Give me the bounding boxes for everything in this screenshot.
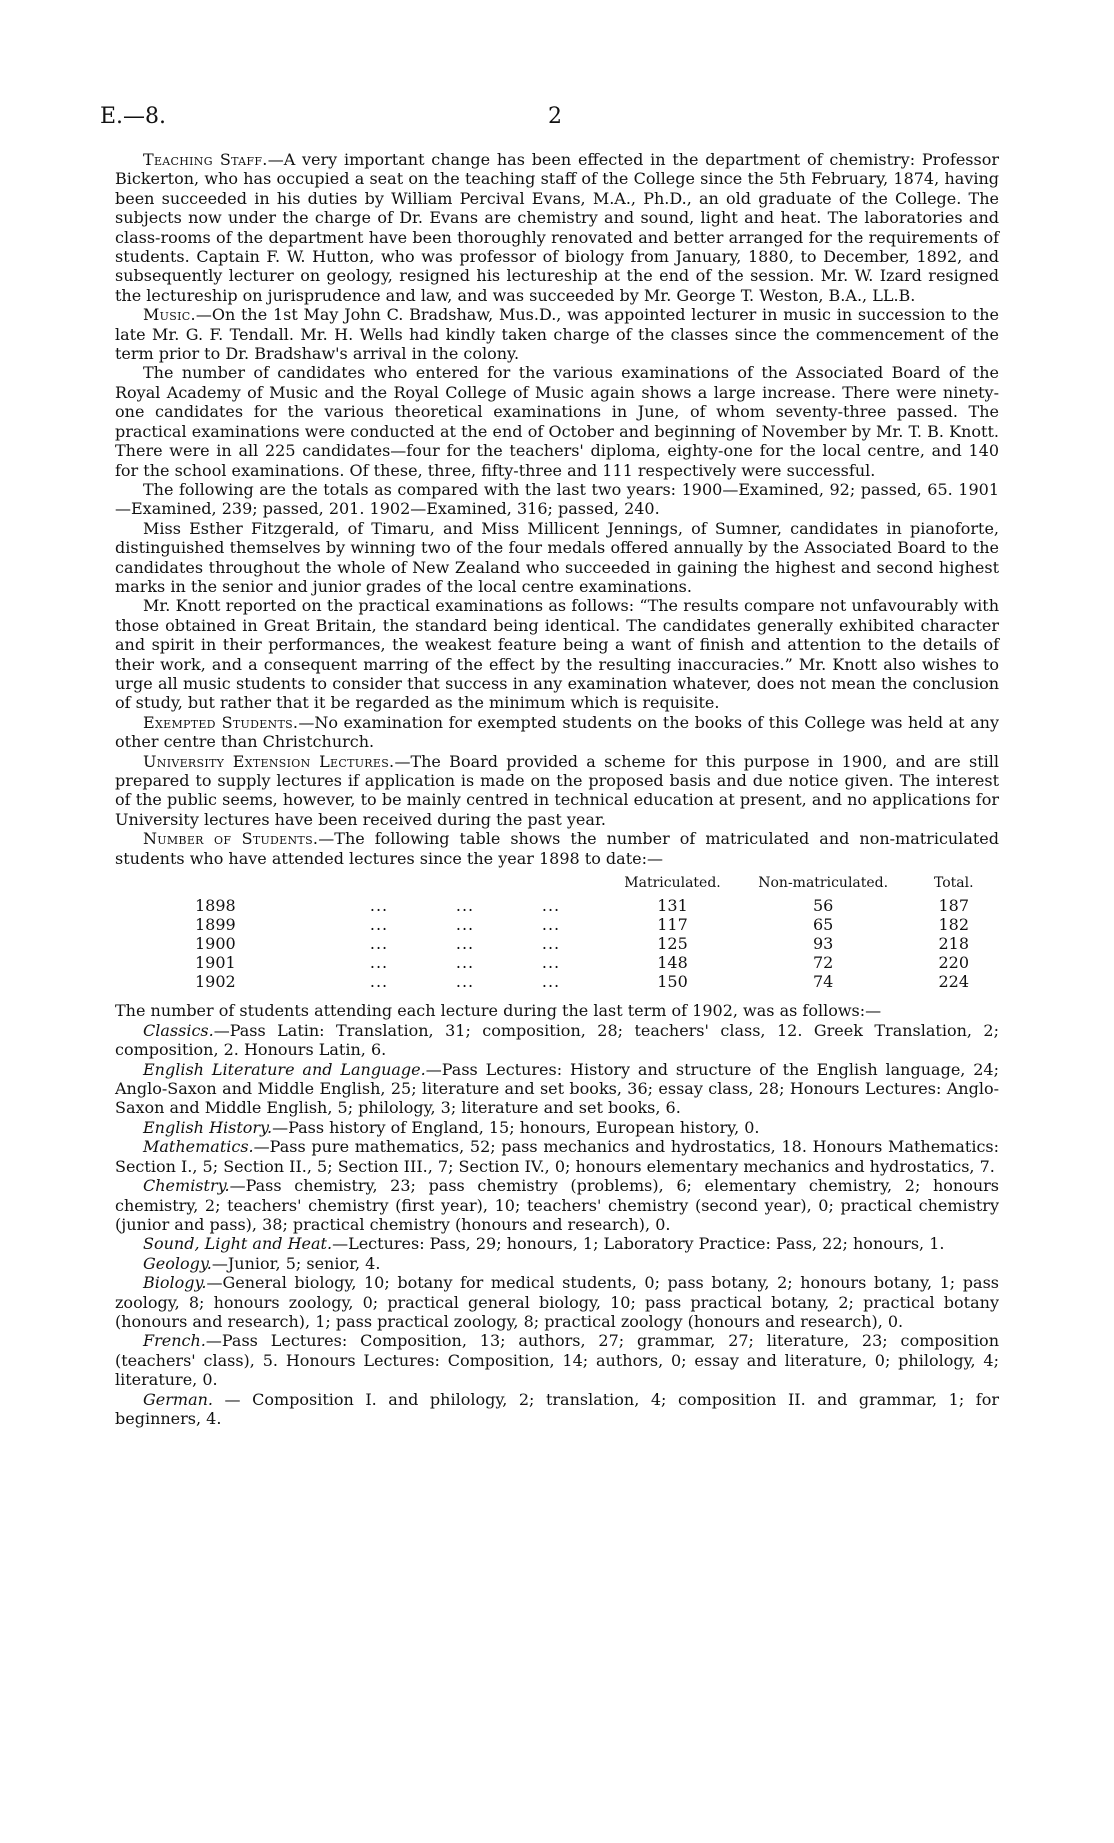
leader-dots: ... xyxy=(369,972,389,992)
row-year: 1901 xyxy=(195,953,236,973)
column-non-matriculated: Non-matriculated. xyxy=(758,875,889,892)
leader-dots: ... xyxy=(369,934,389,954)
subject-paragraph xyxy=(115,1176,999,1234)
subject-list xyxy=(115,1021,999,1429)
subject-paragraph xyxy=(115,1118,999,1137)
leader-dots: ... xyxy=(541,896,561,916)
column-matriculated: Matriculated. xyxy=(624,875,721,892)
page-header xyxy=(100,104,1014,134)
subject-text: —Pass chemistry, 23; pass chemistry (problems), 6; elementary chemistry, 2; honours chemistry, 2; teachers' chemistry (first year), 10; teachers' chemistry (second year), 0; practical chemistry (junior and pass), 38; practical chemistry (honours and research), 0. xyxy=(115,1176,999,1234)
students-heading: Number of Students. xyxy=(143,829,319,849)
music-text: —On the 1st May John C. Bradshaw, Mus.D., was appointed lecturer in music in succession to the late Mr. G. F. Tendall. Mr. H. Wells had kindly taken charge of the classes since the commencement of the term prior to Dr. Bradshaw's arrival in the colony. xyxy=(115,305,999,364)
table-row xyxy=(115,934,999,953)
leader-dots: ... xyxy=(541,953,561,973)
subject-text: —General biology, 10; botany for medical students, 0; pass botany, 2; honours botany, 1; pass zoology, 8; honours zoology, 0; practical general biology, 10; pass practical botany, 2; practical botany (honours and research), 1; pass practical zoology, 8; practical zoology (honours and research), 0. xyxy=(115,1273,999,1331)
table-row xyxy=(115,953,999,972)
subject-name: Mathematics. xyxy=(143,1137,254,1157)
music-report-paragraph: Mr. Knott reported on the practical examinations as follows: “The results compare not unfavourably with those obtained in Great Britain, the standard being identical. The candidates generally exhibited character and spirit in their performances, the weakest feature being a want of finish and attention to the details of their work, and a consequent marring of the effect by the resulting inaccuracies.” Mr. Knott also wishes to urge all music students to consider that success in any examination whatever, does not mean the conclusion of study, but rather that it be regarded as the minimum which is requisite. xyxy=(115,596,999,713)
extension-paragraph xyxy=(115,752,999,830)
students-table-body xyxy=(115,896,999,991)
row-matriculated: 148 xyxy=(657,953,688,973)
row-year: 1902 xyxy=(195,972,236,992)
subject-text: —Pass history of England, 15; honours, European history, 0. xyxy=(272,1117,760,1137)
subject-text: —Pass pure mathematics, 52; pass mechanics and hydrostatics, 18. Honours Mathematics: Section I., 5; Section II., 5; Section III., 7; Section IV., 0; honours elementary mechanics and hydrostatics, 7. xyxy=(115,1137,999,1176)
music-totals-paragraph: The following are the totals as compared with the last two years: 1900—Examined, 92; passed, 65. 1901—Examined, 239; passed, 201. 1902—Examined, 316; passed, 240. xyxy=(115,479,999,519)
row-leader-dots xyxy=(336,953,607,972)
row-year: 1898 xyxy=(195,896,236,916)
subject-text: —Lectures: Pass, 29; honours, 1; Laboratory Practice: Pass, 22; honours, 1. xyxy=(332,1234,945,1254)
row-total: 218 xyxy=(938,934,970,954)
students-table xyxy=(115,874,999,991)
music-paragraph xyxy=(115,305,999,363)
row-total: 224 xyxy=(938,972,970,992)
subject-text: —Pass Lectures: History and structure of the English language, 24; Anglo-Saxon and Middle English, 25; literature and set books, 36; essay class, 28; Honours Lectures: Anglo-Saxon and Middle English, 5; philology, 3; literature and set books, 6. xyxy=(115,1059,999,1118)
row-total: 220 xyxy=(938,953,970,973)
row-matriculated: 117 xyxy=(657,915,688,935)
column-total: Total. xyxy=(933,875,974,892)
subject-paragraph xyxy=(115,1254,999,1273)
extension-heading: University Extension Lectures. xyxy=(143,751,395,771)
row-non-matriculated: 56 xyxy=(813,896,834,916)
leader-dots: ... xyxy=(455,972,475,992)
subject-paragraph xyxy=(115,1060,999,1118)
document-body xyxy=(115,150,999,1428)
row-non-matriculated: 74 xyxy=(813,972,834,992)
teaching-staff-text: —A very important change has been effected in the department of chemistry: Professor Bickerton, who has occupied a seat on the teaching staff of the College since the 5th February, 1874, having been succeeded in his duties by William Percival Evans, M.A., Ph.D., an old graduate of the College. The subjects now under the charge of Dr. Evans are chemistry and sound, light and heat. The laboratories and class-rooms of the department have been thoroughly renovated and better arranged for the requirements of students. Captain F. W. Hutton, who was professor of biology from January, 1880, to December, 1892, and subsequently lecturer on geology, resigned his lectureship at the end of the session. Mr. W. Izard resigned the lectureship on jurisprudence and law, and was succeeded by Mr. George T. Weston, B.A., LL.B. xyxy=(115,150,999,305)
row-matriculated: 131 xyxy=(657,896,688,916)
row-year: 1899 xyxy=(195,915,236,935)
subject-text: —Junior, 5; senior, 4. xyxy=(211,1253,381,1273)
leader-dots: ... xyxy=(369,915,389,935)
row-leader-dots xyxy=(336,915,607,934)
row-leader-dots xyxy=(336,934,607,953)
leader-dots: ... xyxy=(455,934,475,954)
row-year: 1900 xyxy=(195,934,236,954)
row-leader-dots xyxy=(336,972,607,991)
subject-paragraph xyxy=(115,1137,999,1176)
row-total: 187 xyxy=(938,896,970,916)
subject-name: Classics. xyxy=(143,1020,214,1040)
table-row xyxy=(115,915,999,934)
subject-paragraph xyxy=(115,1021,999,1060)
subject-name: Geology. xyxy=(143,1253,212,1273)
teaching-staff-heading: Teaching Staff. xyxy=(143,150,268,169)
subject-paragraph xyxy=(115,1273,999,1331)
row-non-matriculated: 72 xyxy=(813,953,834,973)
music-heading: Music. xyxy=(143,305,196,325)
row-matriculated: 150 xyxy=(657,972,688,992)
subject-paragraph xyxy=(115,1390,999,1429)
leader-dots: ... xyxy=(455,953,475,973)
subject-name: English History. xyxy=(143,1117,273,1137)
lecture-intro-paragraph: The number of students attending each lecture during the last term of 1902, was as follows:— xyxy=(115,1001,882,1021)
subject-name: English Literature and Language. xyxy=(143,1059,426,1079)
subject-text: — Composition I. and philology, 2; translation, 4; composition II. and grammar, 1; for beginners, 4. xyxy=(115,1389,999,1428)
exempted-text: —No examination for exempted students on the books of this College was held at any other centre than Christchurch. xyxy=(115,712,999,752)
subject-name: German. xyxy=(143,1389,213,1409)
students-text: —The following table shows the number of matriculated and non-matriculated students who have attended lectures since the year 1898 to date:— xyxy=(115,829,1000,868)
students-table-header xyxy=(115,874,999,896)
students-paragraph xyxy=(115,829,999,868)
leader-dots: ... xyxy=(369,896,389,916)
row-non-matriculated: 65 xyxy=(813,915,834,935)
page-number: 2 xyxy=(548,104,562,129)
subject-paragraph xyxy=(115,1331,999,1389)
music-medals-paragraph: Miss Esther Fitzgerald, of Timaru, and Miss Millicent Jennings, of Sumner, candidates in pianoforte, distinguished themselves by winning two of the four medals offered annually by the Associated Board to the candidates throughout the whole of New Zealand who succeeded in gaining the highest and second highest marks in the senior and junior grades of the local centre examinations. xyxy=(115,518,999,596)
subject-name: Chemistry. xyxy=(143,1176,230,1196)
subject-name: French. xyxy=(143,1331,206,1351)
table-row xyxy=(115,972,999,991)
teaching-staff-paragraph xyxy=(115,150,999,305)
subject-paragraph xyxy=(115,1234,999,1253)
row-non-matriculated: 93 xyxy=(813,934,834,954)
leader-dots: ... xyxy=(541,972,561,992)
subject-name: Sound, Light and Heat. xyxy=(143,1234,333,1254)
leader-dots: ... xyxy=(369,953,389,973)
subject-text: —Pass Lectures: Composition, 13; authors, 27; grammar, 27; literature, 23; composition (teachers' class), 5. Honours Lectures: Composition, 14; authors, 0; essay and literature, 0; philology, 4; literature, 0. xyxy=(115,1331,999,1390)
row-total: 182 xyxy=(938,915,970,935)
leader-dots: ... xyxy=(455,915,475,935)
subject-name: Biology. xyxy=(143,1273,207,1293)
document-reference: E.—8. xyxy=(100,104,167,129)
extension-text: —The Board provided a scheme for this purpose in 1900, and are still prepared to supply lectures if application is made on the proposed basis and due notice given. The interest of the public seems, however, to be mainly centred in technical education at present, and no applications for University lectures have been received during the past year. xyxy=(115,751,999,829)
leader-dots: ... xyxy=(541,915,561,935)
exempted-heading: Exempted Students. xyxy=(143,712,299,732)
row-leader-dots xyxy=(336,896,607,915)
exempted-paragraph xyxy=(115,713,999,752)
leader-dots: ... xyxy=(541,934,561,954)
music-candidates-paragraph: The number of candidates who entered for the various examinations of the Associated Board of the Royal Academy of Music and the Royal College of Music again shows a large increase. There were ninety-one candidates for the various theoretical examinations in June, of whom seventy-three passed. The practical examinations were conducted at the end of October and beginning of November by Mr. T. B. Knott. There were in all 225 candidates—four for the teachers' diploma, eighty-one for the local centre, and 140 for the school examinations. Of these, three, fifty-three and 111 respectively were successful. xyxy=(115,363,999,480)
leader-dots: ... xyxy=(455,896,475,916)
subject-text: —Pass Latin: Translation, 31; composition, 28; teachers' class, 12. Greek Translation, 2; composition, 2. Honours Latin, 6. xyxy=(115,1020,999,1060)
row-matriculated: 125 xyxy=(657,934,688,954)
table-row xyxy=(115,896,999,915)
